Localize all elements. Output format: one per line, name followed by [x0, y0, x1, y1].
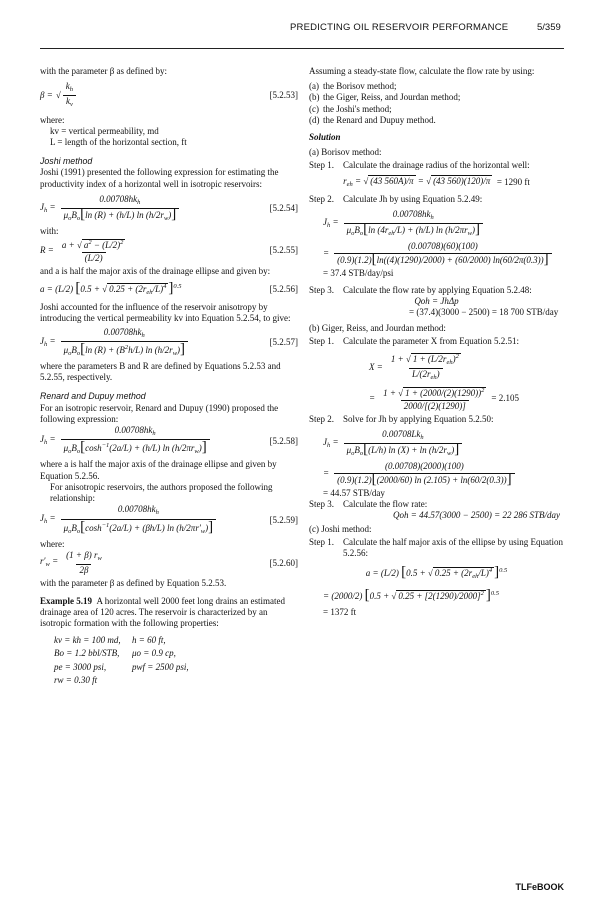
x-equation: X = $\frac{1 + √ 1 + (L/2r_{eh})^2}{L/(2r_{eh})}$: [369, 351, 564, 383]
property-row: Bo = 1.2 bbl/STB, μo = 0.9 cp,: [54, 648, 176, 659]
assume-text: Assuming a steady-state flow, calculate the flow rate by using:: [309, 66, 535, 76]
where-label: where:: [40, 114, 65, 125]
a-ellipse-text: where a is half the major axis of the drainage ellipse and given by Equation 5.2.56.: [40, 459, 277, 481]
right-column: [309, 66, 564, 618]
qoh2-result: Qoh = 44.57(3000 − 2500) = 22 286 STB/day: [393, 510, 560, 521]
renard-dupuy-text: For an isotropic reservoir, Renard and Dupuy (1990) proposed the following expression:: [40, 402, 279, 424]
part-b-label: (b) Giger, Reiss, and Jourdan method:: [309, 322, 446, 333]
a-substitution: = (2000/2) [0.5 + √ $0.25 + [2(1290)/2000]^2$ ]$^{0.5}$: [323, 587, 500, 604]
method-item: (d) the Renard and Dupuy method.: [309, 114, 436, 125]
equation-5-2-54: $J_h$ = $\frac{0.00708hk_h}{\mu_oB_o[\ln (R) + (h/L) \ln (h/2r_w)]}$ [5.2.54]: [40, 194, 298, 224]
example-text: A horizontal well 2000 feet long drains an estimated drainage area of 120 acres. The reservoir is characterized by an isotropic formation with the following properties:: [40, 595, 285, 628]
giger-step-2: Step 2. Solve for Jh by applying Equation 5.2.50:: [309, 413, 494, 424]
jh2-substitution: = $\frac{(0.00708)(2000)(100)}{(0.9)(1.2)[(2000/60) \ln (2.105) + \ln(60/2(0.3))]}$: [323, 461, 564, 485]
methods-list: [309, 81, 564, 126]
a-def-text: and a is half the major axis of the drainage ellipse and given by:: [40, 265, 271, 276]
method-item: (c) the Joshi's method;: [309, 103, 392, 114]
anisotropy-text: Joshi accounted for the influence of the reservoir anisotropy by introducing the vertical permeability kv into Equation 5.2.54, to give:: [40, 302, 291, 324]
x-substitution: = $\frac{1 + √ 1 + (2000/(2)(1290))^2}{2000/[(2)(1290)]}$ = 2.105: [369, 387, 519, 411]
reh-equation: $r_{eh}$ = √ (43 560A)/π = √ (43 560)(120)/π = 1290 ft: [343, 175, 530, 188]
jh-result: = 37.4 STB/day/psi: [323, 267, 394, 278]
equation-5-2-56: a = (L/2) [0.5 + √ $0.25 + (2r_{eh}/L)^4$ ]$^{0.5}$ [5.2.56]: [40, 280, 298, 297]
with-label: with:: [40, 226, 59, 237]
example-label: Example 5.19: [40, 595, 93, 606]
def-kv: kv = vertical permeability, md: [50, 125, 159, 136]
equation-5-2-57: $J_h$ = $\frac{0.00708hk_h}{\mu_oB_o[\ln (R) + (B^2h/L) \ln (h/2r_w)]}$ [5.2.57]: [40, 327, 298, 359]
borisov-step-1: Step 1. Calculate the drainage radius of the horizontal well:: [309, 160, 530, 171]
qoh-equation: Qoh = JhΔp: [414, 296, 459, 307]
properties-list: [40, 635, 298, 686]
borisov-step-2: Step 2. Calculate Jh by using Equation 5.2.49:: [309, 193, 483, 204]
equation-5-2-60: $r'_w$ = $\frac{(1 + \beta) r_w}{2\beta}$ [5.2.60]: [40, 549, 298, 576]
property-row: pe = 3000 psi, pwf = 2500 psi,: [54, 661, 189, 672]
property-row: kv = kh = 100 md, h = 60 ft,: [54, 635, 166, 646]
joshi-step-1: Step 1. Calculate the half major axis of the ellipse by using Equation 5.2.56:: [309, 536, 563, 558]
footer-watermark: TLFeBOOK: [515, 882, 564, 892]
page-number: 5/359: [537, 22, 561, 33]
header-rule: [40, 48, 564, 49]
params-text: where the parameters B and R are defined by Equations 5.2.53 and 5.2.55, respectively.: [40, 361, 281, 383]
where2-label: where:: [40, 538, 65, 549]
page-header: [0, 22, 604, 44]
beta-text: with the parameter β as defined by Equation 5.2.53.: [40, 578, 227, 589]
part-a-label: (a) Borisov method:: [309, 147, 382, 158]
solution-heading: Solution: [309, 132, 341, 143]
intro-text: with the parameter β as defined by:: [40, 66, 168, 76]
running-title: PREDICTING OIL RESERVOIR PERFORMANCE: [290, 22, 509, 33]
part-c-label: (c) Joshi method:: [309, 523, 372, 534]
a-result: = 1372 ft: [323, 606, 357, 617]
joshi-text: Joshi (1991) presented the following expression for estimating the productivity index of a horizontal well in isotropic reservoirs:: [40, 167, 279, 189]
qoh-result: = (37.4)(3000 − 2500) = 18 700 STB/day: [409, 307, 559, 318]
jh-substitution: = $\frac{(0.00708)(60)(100)}{(0.9)(1.2)[\ln((4)(1290)/2000) + (60/2000) \ln(60/2\pi(0.3))]}$: [323, 241, 564, 265]
giger-step-3: Step 3. Calculate the flow rate:: [309, 499, 428, 510]
giger-step-1: Step 1. Calculate the parameter X from Equation 5.2.51:: [309, 335, 519, 346]
equation-5-2-59: $J_h$ = $\frac{0.00708hk_h}{\mu_oB_o[\cosh^{-1}(2a/L) + (\beta h/L) \ln (h/2\pi r'_w)]}$ [5.2.59]: [40, 504, 298, 536]
aniso-rd-text: For anisotropic reservoirs, the authors proposed the following relationship:: [50, 481, 273, 504]
equation-5-2-58: $J_h$ = $\frac{0.00708hk_h}{\mu_oB_o[\cosh^{-1}(2a/L) + (h/L) \ln (h/2\pi r_w)]}$ [5.2.58]: [40, 425, 298, 457]
jh2-equation: $J_h$ = $\frac{0.00708Lk_h}{\mu_oB_o[(L/h) \ln (X) + \ln (h/2r_w)]}$: [323, 429, 564, 459]
example-paragraph: [40, 596, 298, 630]
method-item: (b) the Giger, Reiss, and Jourdan method;: [309, 92, 461, 103]
jh2-result: = 44.57 STB/day: [323, 487, 385, 498]
renard-dupuy-heading: Renard and Dupuy method: [40, 391, 146, 402]
joshi-heading: Joshi method: [40, 156, 93, 167]
a-equation: a = (L/2) [0.5 + √ $0.25 + (2r_{eh}/L)^4$ ]$^{0.5}$: [365, 564, 508, 581]
method-item: (a) the Borisov method;: [309, 81, 397, 92]
left-column: [40, 66, 298, 688]
jh-equation: $J_h$ = $\frac{0.00708hk_h}{\mu_oB_o[\ln (4r_{eh}/L) + (h/L) \ln (h/2\pi r_w)]}$: [323, 209, 564, 239]
property-row: rw = 0.30 ft: [54, 674, 98, 685]
borisov-step-3: Step 3. Calculate the flow rate by applying Equation 5.2.48:: [309, 285, 532, 296]
equation-5-2-55: R = $\frac{a + √ a^2 - (L/2)^2}{(L/2)}$ [5.2.55]: [40, 239, 298, 263]
def-L: L = length of the horizontal section, ft: [50, 137, 187, 148]
equation-5-2-53: β = √ $\frac{k_h}{k_v}$ [5.2.53]: [40, 81, 298, 110]
